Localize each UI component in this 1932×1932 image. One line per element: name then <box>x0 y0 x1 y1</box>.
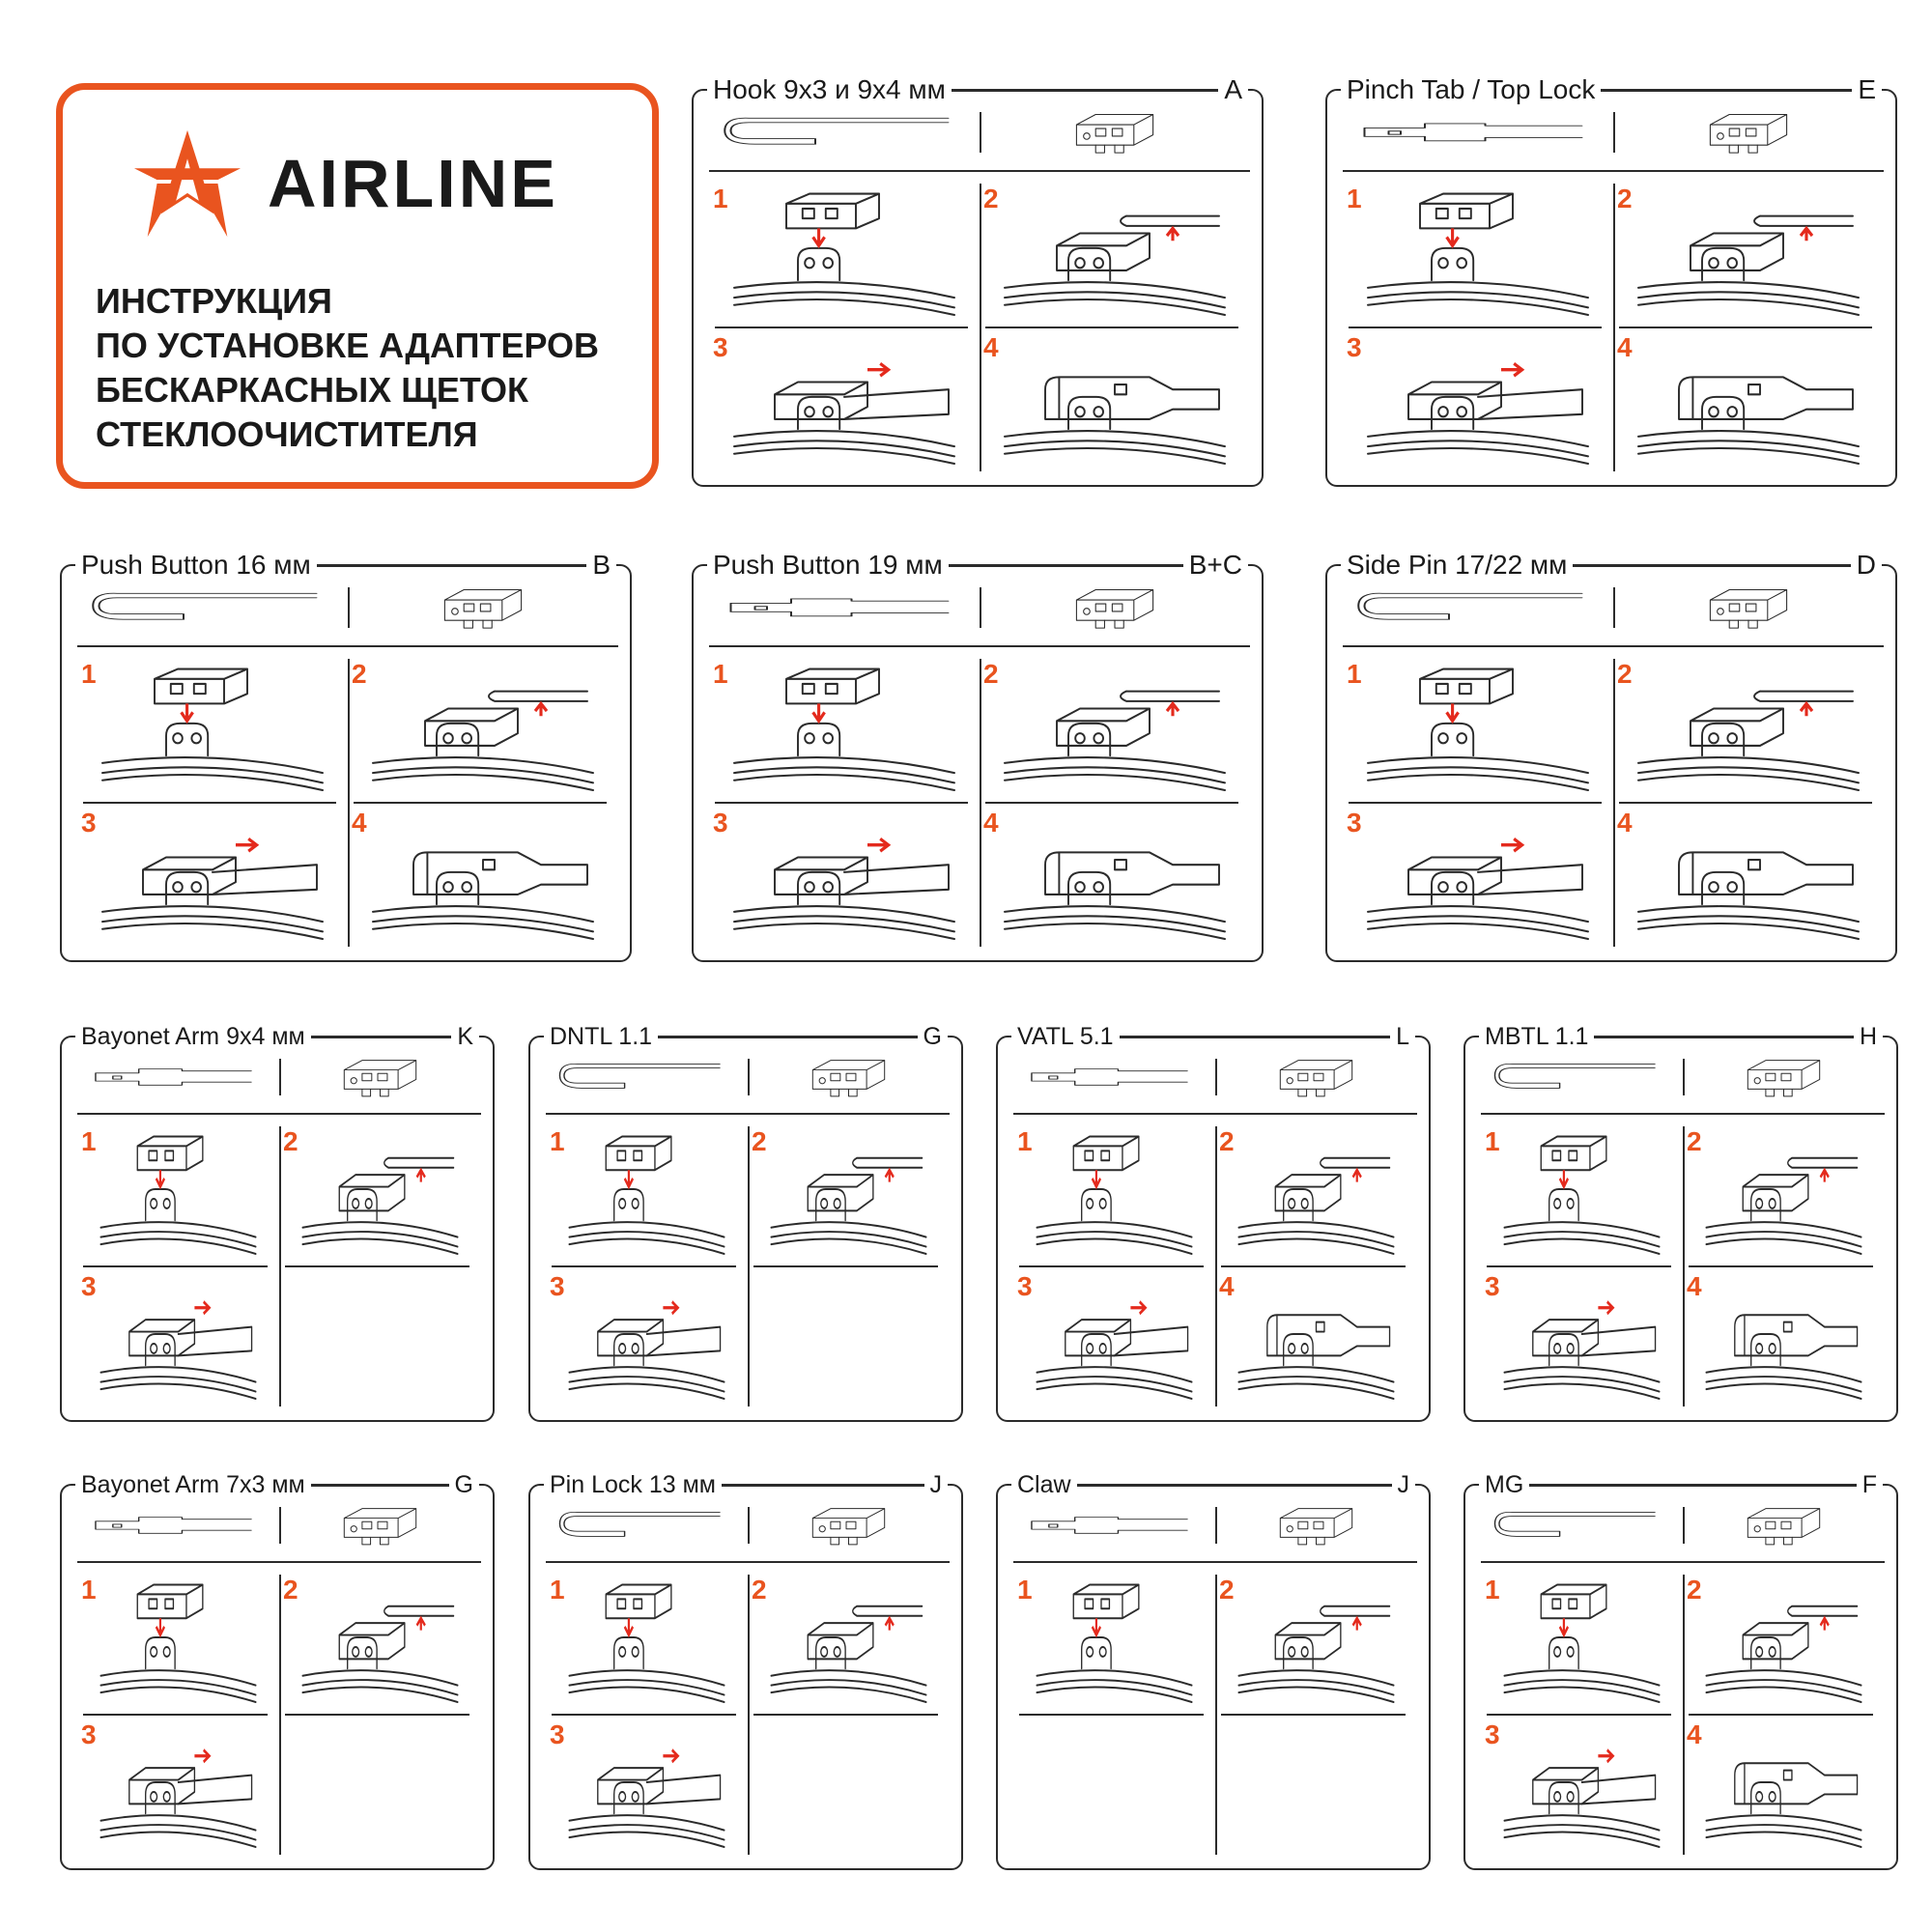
panel-title: Bayonet Arm 9x4 мм <box>75 1020 311 1053</box>
step-number: 1 <box>81 1575 97 1605</box>
step-number: 2 <box>283 1575 298 1605</box>
step-illustration <box>767 1582 930 1702</box>
step-number: 4 <box>983 332 999 362</box>
step-illustration <box>97 1279 260 1399</box>
step-number: 4 <box>1617 332 1633 362</box>
head-separator <box>1343 170 1884 172</box>
step-number: 2 <box>983 659 999 689</box>
step-illustration <box>1362 340 1594 464</box>
row-separator <box>83 1265 268 1267</box>
head-separator <box>1013 1113 1417 1115</box>
panel-title: VATL 5.1 <box>1011 1020 1120 1053</box>
row-separator <box>1019 1714 1204 1716</box>
step-illustration <box>1033 1134 1196 1254</box>
step-illustration <box>97 1582 260 1702</box>
step-illustration <box>1500 1134 1663 1254</box>
step-number: 1 <box>713 659 728 689</box>
head-separator <box>1481 1561 1885 1563</box>
column-divider <box>279 1126 281 1406</box>
head-divider <box>279 1507 281 1544</box>
row-separator <box>715 802 968 804</box>
head-divider <box>348 587 350 628</box>
step-illustration <box>367 815 599 939</box>
arm-end-illustration <box>1023 1053 1196 1103</box>
column-divider <box>980 184 981 471</box>
step-number: 3 <box>550 1271 565 1301</box>
step-number: 1 <box>81 659 97 689</box>
head-divider <box>1613 587 1615 628</box>
arm-end-illustration <box>719 106 960 160</box>
head-separator <box>77 645 618 647</box>
row-separator <box>83 802 336 804</box>
step-number: 2 <box>1617 184 1633 213</box>
panel-title: Claw <box>1011 1468 1077 1501</box>
title-line-1: ИНСТРУКЦИЯ <box>96 281 332 321</box>
panel-code: G <box>918 1020 948 1053</box>
row-separator <box>985 802 1238 804</box>
panel-title-line <box>1481 1485 1881 1487</box>
brand-name: AIRLINE <box>268 146 558 221</box>
row-separator <box>1349 802 1602 804</box>
row-separator <box>354 802 607 804</box>
step-number: 2 <box>752 1575 767 1605</box>
step-number: 1 <box>1347 184 1362 213</box>
step-illustration <box>97 815 328 939</box>
adapter-illustration <box>1235 1047 1398 1107</box>
step-number: 1 <box>81 1126 97 1156</box>
column-divider <box>1683 1575 1685 1855</box>
step-illustration <box>565 1134 728 1254</box>
step-illustration <box>298 1582 462 1702</box>
arm-end-illustration <box>87 582 328 636</box>
step-illustration <box>1702 1582 1865 1702</box>
adapter-illustration <box>1702 1047 1865 1107</box>
row-separator <box>715 327 968 328</box>
head-divider <box>1683 1059 1685 1095</box>
head-divider <box>748 1059 750 1095</box>
step-number: 3 <box>1485 1719 1500 1749</box>
adapter-illustration <box>999 576 1231 639</box>
step-illustration <box>1633 340 1864 464</box>
head-separator <box>709 170 1250 172</box>
panel-code: J <box>924 1468 949 1501</box>
head-separator <box>1481 1113 1885 1115</box>
panel-title: Bayonet Arm 7x3 мм <box>75 1468 311 1501</box>
step-number: 3 <box>713 332 728 362</box>
panel-code: F <box>1857 1468 1883 1501</box>
step-number: 1 <box>1347 659 1362 689</box>
adapter-panel-10 <box>60 1470 495 1870</box>
panel-code: A <box>1218 73 1248 106</box>
head-divider <box>279 1059 281 1095</box>
arm-end-illustration <box>555 1053 728 1103</box>
step-number: 1 <box>1485 1126 1500 1156</box>
step-number: 2 <box>1687 1126 1702 1156</box>
step-number: 3 <box>550 1719 565 1749</box>
head-divider <box>1215 1059 1217 1095</box>
adapter-illustration <box>298 1495 462 1555</box>
arm-end-illustration <box>719 582 960 636</box>
panel-title: MBTL 1.1 <box>1479 1020 1594 1053</box>
column-divider <box>279 1575 281 1855</box>
column-divider <box>1215 1575 1217 1855</box>
step-number: 2 <box>1687 1575 1702 1605</box>
step-illustration <box>97 1727 260 1847</box>
panel-title: Push Button 19 мм <box>707 549 949 582</box>
adapter-illustration <box>767 1047 930 1107</box>
step-illustration <box>97 1134 260 1254</box>
adapter-illustration <box>1702 1495 1865 1555</box>
row-separator <box>285 1714 469 1716</box>
step-illustration <box>1500 1582 1663 1702</box>
step-number: 4 <box>352 808 367 838</box>
step-illustration <box>565 1582 728 1702</box>
step-number: 2 <box>1617 659 1633 689</box>
adapter-illustration <box>298 1047 462 1107</box>
step-illustration <box>1500 1727 1663 1847</box>
row-separator <box>753 1714 938 1716</box>
panel-code: B <box>586 549 616 582</box>
step-illustration <box>728 815 960 939</box>
step-number: 2 <box>283 1126 298 1156</box>
panel-code: E <box>1852 73 1882 106</box>
step-illustration <box>565 1279 728 1399</box>
panel-title: Push Button 16 мм <box>75 549 317 582</box>
step-number: 4 <box>983 808 999 838</box>
step-number: 2 <box>352 659 367 689</box>
adapter-panel-4 <box>692 550 1264 962</box>
row-separator <box>552 1265 736 1267</box>
adapter-panel-6 <box>60 1022 495 1422</box>
panel-code: B+C <box>1183 549 1248 582</box>
step-number: 3 <box>1347 808 1362 838</box>
adapter-panel-7 <box>528 1022 963 1422</box>
step-number: 1 <box>550 1126 565 1156</box>
row-separator <box>83 1714 268 1716</box>
adapter-panel-8 <box>996 1022 1431 1422</box>
row-separator <box>1619 327 1872 328</box>
arm-end-illustration <box>87 1501 260 1551</box>
step-illustration <box>1633 191 1864 315</box>
head-divider <box>980 587 981 628</box>
step-illustration <box>1362 667 1594 790</box>
step-illustration <box>1702 1727 1865 1847</box>
panel-title: MG <box>1479 1468 1529 1501</box>
row-separator <box>985 327 1238 328</box>
step-illustration <box>565 1727 728 1847</box>
step-illustration <box>1702 1279 1865 1399</box>
title-line-2: ПО УСТАНОВКЕ АДАПТЕРОВ <box>96 326 599 365</box>
head-separator <box>546 1113 950 1115</box>
arm-end-illustration <box>87 1053 260 1103</box>
step-number: 3 <box>1347 332 1362 362</box>
step-number: 2 <box>1219 1126 1235 1156</box>
step-number: 1 <box>1017 1126 1033 1156</box>
brand-box <box>56 83 659 489</box>
adapter-panel-11 <box>528 1470 963 1870</box>
row-separator <box>753 1265 938 1267</box>
step-illustration <box>1702 1134 1865 1254</box>
row-separator <box>1619 802 1872 804</box>
step-illustration <box>1235 1134 1398 1254</box>
step-illustration <box>1235 1582 1398 1702</box>
head-divider <box>1215 1507 1217 1544</box>
adapter-illustration <box>999 100 1231 164</box>
step-number: 2 <box>1219 1575 1235 1605</box>
head-divider <box>1613 112 1615 153</box>
step-illustration <box>999 667 1231 790</box>
title-line-4: СТЕКЛООЧИСТИТЕЛЯ <box>96 414 478 454</box>
step-number: 4 <box>1687 1271 1702 1301</box>
column-divider <box>1215 1126 1217 1406</box>
step-number: 1 <box>713 184 728 213</box>
step-illustration <box>367 667 599 790</box>
adapter-panel-1 <box>692 74 1264 487</box>
arm-end-illustration <box>1491 1053 1663 1103</box>
step-number: 2 <box>983 184 999 213</box>
column-divider <box>1613 659 1615 947</box>
row-separator <box>1221 1714 1406 1716</box>
panel-title: DNTL 1.1 <box>544 1020 658 1053</box>
step-illustration <box>999 191 1231 315</box>
step-number: 3 <box>81 808 97 838</box>
step-number: 3 <box>1017 1271 1033 1301</box>
airline-logo-icon <box>130 127 244 241</box>
step-illustration <box>1033 1279 1196 1399</box>
panel-title: Hook 9x3 и 9x4 мм <box>707 73 952 106</box>
adapter-illustration <box>1633 100 1864 164</box>
arm-end-illustration <box>1352 582 1594 636</box>
adapter-panel-13 <box>1463 1470 1898 1870</box>
step-number: 3 <box>81 1271 97 1301</box>
arm-end-illustration <box>1491 1501 1663 1551</box>
adapter-panel-3 <box>60 550 632 962</box>
panel-code: K <box>451 1020 479 1053</box>
row-separator <box>552 1714 736 1716</box>
adapter-illustration <box>367 576 599 639</box>
arm-end-illustration <box>1023 1501 1196 1551</box>
step-illustration <box>728 191 960 315</box>
adapter-illustration <box>767 1495 930 1555</box>
column-divider <box>748 1126 750 1406</box>
panel-title: Pinch Tab / Top Lock <box>1341 73 1601 106</box>
step-number: 3 <box>81 1719 97 1749</box>
adapter-illustration <box>1235 1495 1398 1555</box>
panel-code: J <box>1392 1468 1416 1501</box>
step-number: 3 <box>1485 1271 1500 1301</box>
step-illustration <box>1633 815 1864 939</box>
adapter-panel-12 <box>996 1470 1431 1870</box>
step-illustration <box>767 1134 930 1254</box>
column-divider <box>1613 184 1615 471</box>
step-illustration <box>728 667 960 790</box>
step-illustration <box>1362 191 1594 315</box>
row-separator <box>1487 1714 1671 1716</box>
arm-end-illustration <box>555 1501 728 1551</box>
panel-code: G <box>449 1468 479 1501</box>
panel-code: L <box>1390 1020 1415 1053</box>
panel-code: D <box>1851 549 1882 582</box>
column-divider <box>348 659 350 947</box>
step-illustration <box>999 340 1231 464</box>
step-number: 2 <box>752 1126 767 1156</box>
head-divider <box>1683 1507 1685 1544</box>
row-separator <box>1487 1265 1671 1267</box>
step-illustration <box>1633 667 1864 790</box>
step-number: 4 <box>1617 808 1633 838</box>
step-number: 4 <box>1687 1719 1702 1749</box>
row-separator <box>1019 1265 1204 1267</box>
head-separator <box>1013 1561 1417 1563</box>
head-divider <box>748 1507 750 1544</box>
head-separator <box>1343 645 1884 647</box>
step-number: 1 <box>1017 1575 1033 1605</box>
panel-title: Side Pin 17/22 мм <box>1341 549 1573 582</box>
row-separator <box>1689 1265 1873 1267</box>
step-illustration <box>1500 1279 1663 1399</box>
head-separator <box>546 1561 950 1563</box>
step-number: 4 <box>1219 1271 1235 1301</box>
step-illustration <box>97 667 328 790</box>
step-illustration <box>999 815 1231 939</box>
row-separator <box>1221 1265 1406 1267</box>
adapter-panel-2 <box>1325 74 1897 487</box>
step-illustration <box>1235 1279 1398 1399</box>
step-illustration <box>728 340 960 464</box>
row-separator <box>285 1265 469 1267</box>
column-divider <box>748 1575 750 1855</box>
column-divider <box>1683 1126 1685 1406</box>
head-separator <box>77 1561 481 1563</box>
step-illustration <box>1033 1582 1196 1702</box>
step-number: 1 <box>550 1575 565 1605</box>
panel-code: H <box>1854 1020 1883 1053</box>
row-separator <box>1349 327 1602 328</box>
instruction-title <box>96 279 599 457</box>
panel-title: Pin Lock 13 мм <box>544 1468 722 1501</box>
step-illustration <box>1362 815 1594 939</box>
step-number: 3 <box>713 808 728 838</box>
arm-end-illustration <box>1352 106 1594 160</box>
step-illustration <box>298 1134 462 1254</box>
head-separator <box>77 1113 481 1115</box>
title-line-3: БЕСКАРКАСНЫХ ЩЕТОК <box>96 370 528 410</box>
column-divider <box>980 659 981 947</box>
head-separator <box>709 645 1250 647</box>
step-number: 1 <box>1485 1575 1500 1605</box>
adapter-panel-5 <box>1325 550 1897 962</box>
head-divider <box>980 112 981 153</box>
adapter-panel-9 <box>1463 1022 1898 1422</box>
adapter-illustration <box>1633 576 1864 639</box>
row-separator <box>1689 1714 1873 1716</box>
